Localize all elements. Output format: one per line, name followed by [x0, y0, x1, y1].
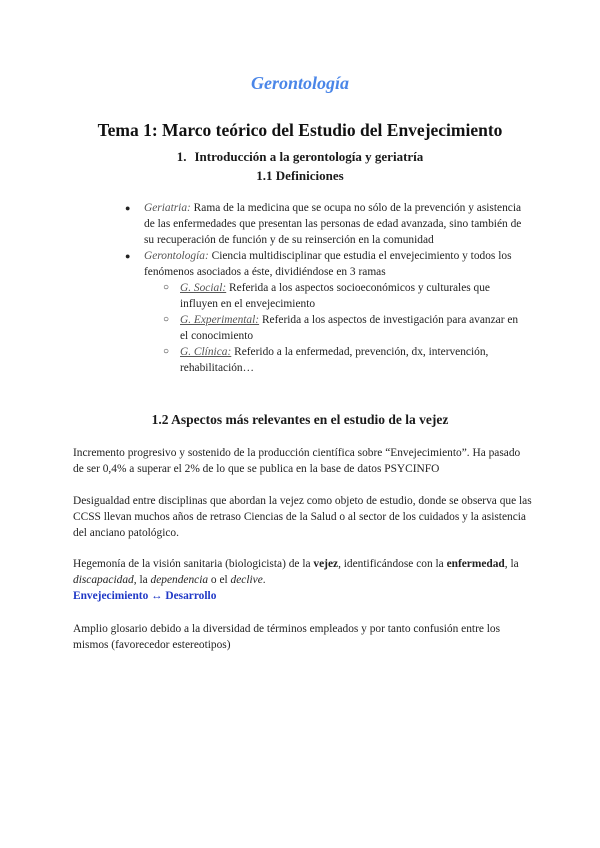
paragraph-glossary: Amplio glosario debido a la diversidad de términos empleados y por tanto confusión entre los mismos (favorecedor estereotipos) — [73, 623, 501, 651]
definition-text: Ciencia multidisciplinar que estudia el envejecimiento y todos los fenómenos asociados a éste, dividiéndose en 3 ramas — [144, 250, 512, 278]
branch-term: G. Clínica: — [180, 346, 232, 358]
section-title — [0, 149, 600, 165]
paragraph-hegemony — [73, 556, 533, 604]
section-title-text: Introducción a la gerontología y geriatría — [194, 149, 424, 164]
emphasis-enfermedad: enfermedad — [446, 558, 505, 570]
bullet-icon: ● — [125, 203, 131, 213]
text-run: . — [262, 574, 266, 586]
branch-term: G. Social: — [180, 282, 227, 294]
document-title: Gerontología — [250, 73, 349, 93]
circle-bullet-icon: ○ — [163, 314, 170, 325]
emphasis-dependencia: dependencia — [150, 574, 209, 586]
subsection-title: 1.1 Definiciones — [256, 168, 344, 183]
text-run: Hegemonía de la visión sanitaria (biologicista) de la — [73, 558, 314, 570]
section-heading-1-2: 1.2 Aspectos más relevantes en el estudio de la vejez — [151, 412, 449, 427]
definition-text: Rama de la medicina que se ocupa no sólo de la prevención y asistencia de las enfermedades que presentan las personas de edad avanzada, sino también de su recuperación de función y de su reinserción en la comunidad — [144, 202, 522, 246]
definition-gerontologia — [116, 248, 526, 280]
text-run: , la — [504, 558, 519, 570]
text-run: , la — [133, 574, 151, 586]
branch-clinica — [116, 344, 526, 376]
circle-bullet-icon: ○ — [163, 282, 170, 293]
paragraph-production: Incremento progresivo y sostenido de la producción científica sobre “Envejecimiento”. Ha pasado de ser 0,4% a superar el 2% de lo que se publica en la base de datos PSYCINFO — [73, 447, 521, 475]
definition-geriatria — [116, 200, 526, 248]
text-run: o el — [208, 574, 231, 586]
branches-list — [116, 280, 526, 376]
section-number: 1. — [176, 149, 187, 164]
branch-text: Referido a la enfermedad, prevención, dx, intervención, rehabilitación… — [180, 346, 489, 374]
branch-text: Referida a los aspectos de investigación para avanzar en el conocimiento — [180, 314, 519, 342]
emphasis-vejez: vejez — [313, 558, 339, 570]
branch-text: Referida a los aspectos socioeconómicos y culturales que influyen en el envejecimiento — [180, 282, 490, 310]
paragraph-inequality: Desigualdad entre disciplinas que abordan la vejez como objeto de estudio, donde se observa que las CCSS llevan muchos años de retraso Ciencias de la Salud o al sector de los cuidados y la asistencia del anciano patológico. — [73, 495, 532, 539]
emphasis-declive: declive — [230, 574, 263, 586]
definitions-list — [116, 200, 526, 376]
topic-title: Tema 1: Marco teórico del Estudio del Envejecimiento — [97, 120, 503, 140]
branch-social — [116, 280, 526, 312]
branch-term: G. Experimental: — [180, 314, 260, 326]
branch-experimental — [116, 312, 526, 344]
circle-bullet-icon: ○ — [163, 346, 170, 357]
text-run: , identificándose con la — [338, 558, 447, 570]
relation-line: Envejecimiento ↔ Desarrollo — [73, 590, 217, 602]
definition-term: Gerontología: — [144, 250, 209, 262]
definition-term: Geriatria: — [144, 202, 191, 214]
emphasis-discapacidad: discapacidad — [73, 574, 134, 586]
bullet-icon: ● — [125, 251, 131, 261]
